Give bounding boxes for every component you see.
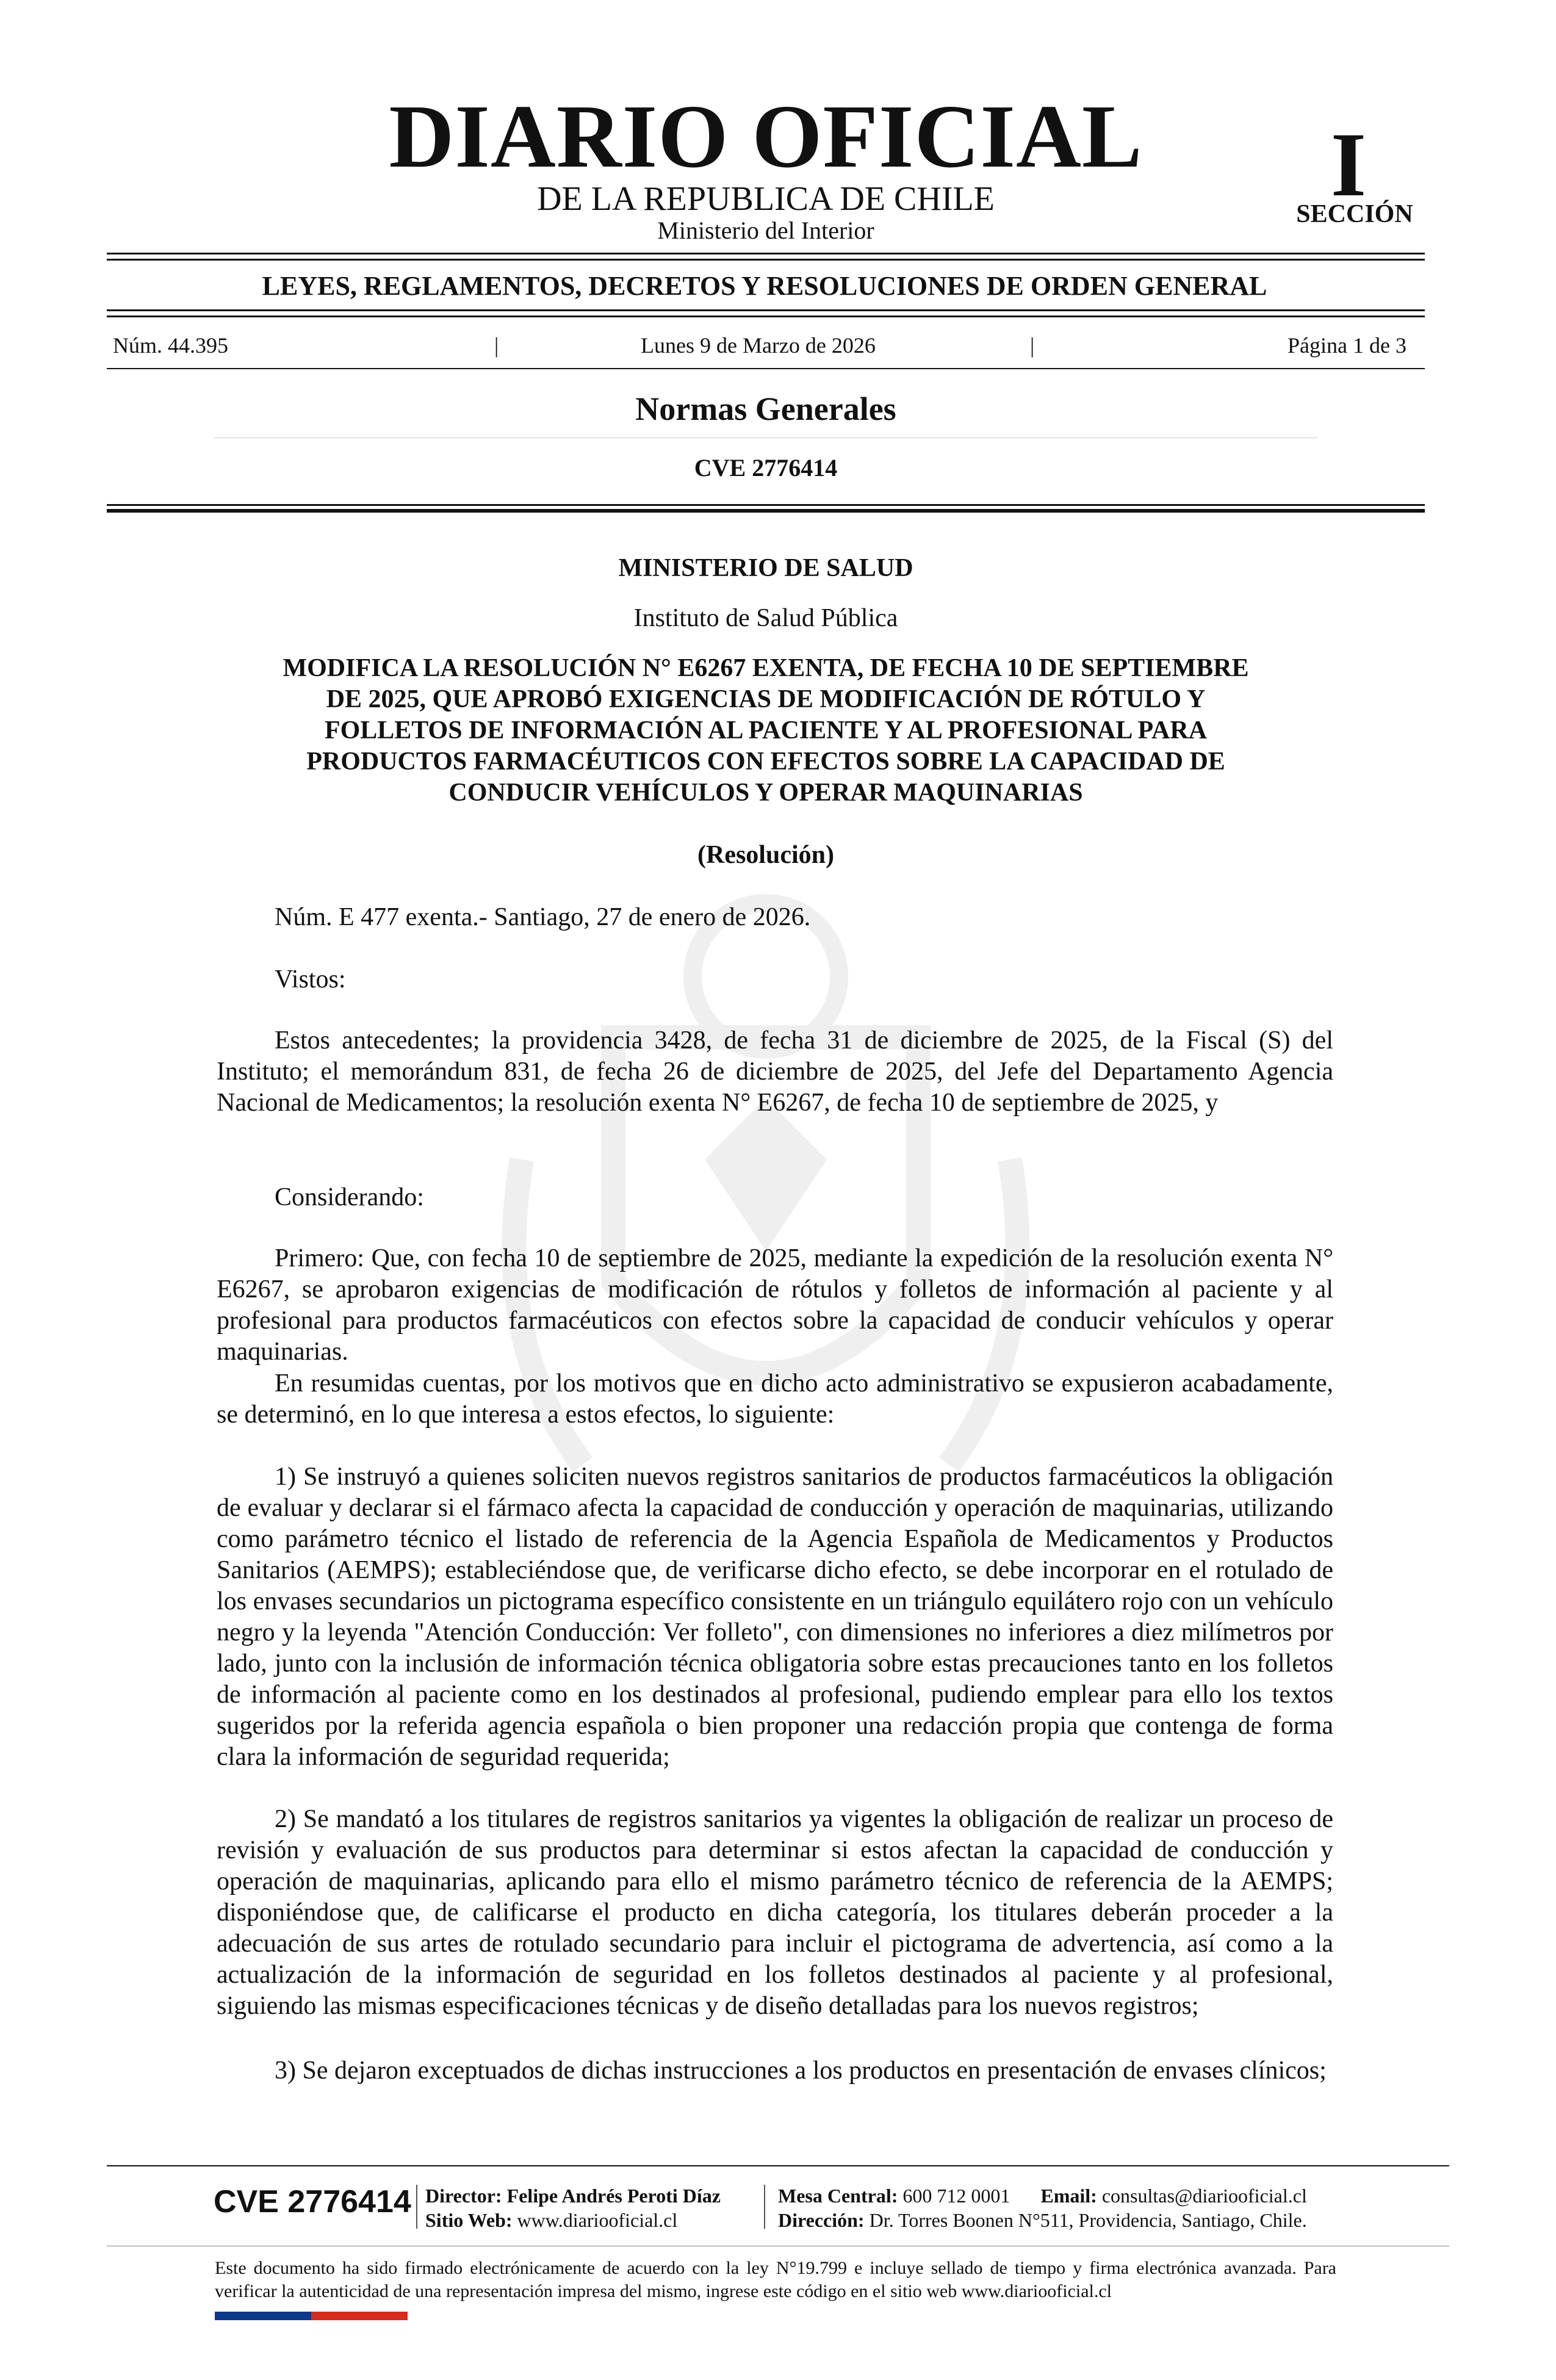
email-label: Email: (1040, 2185, 1097, 2207)
footer-director (425, 2183, 721, 2208)
footer-address (778, 2208, 1307, 2232)
flag-stripe-red (311, 2312, 408, 2320)
address-label: Dirección: (778, 2209, 865, 2231)
resumen-paragraph: En resumidas cuentas, por los motivos que en dicho acto administrativo se expusieron acabadamente, se determinó, en lo que interesa a estos efectos, lo siguiente: (217, 1369, 1333, 1429)
divider (107, 259, 1425, 261)
footer-divider (107, 2165, 1449, 2166)
divider (107, 309, 1425, 311)
item-2-paragraph: 2) Se mandató a los titulares de registros sanitarios ya vigentes la obligación de realizar un proceso de revisión y evaluación de sus productos para determinar si estos afectan la capacidad de conducción y operación de maquinarias, aplicando para ello el mismo parámetro técnico de referencia de la AEMPS; disponiéndose que, de calificarse el producto en dicha categoría, los titulares deberán proceder a la adecuación de sus artes de rotulado secundario para incluir el pictograma de advertencia, así como a la actualización de la información de seguridad en los folletos destinados al paciente y al profesional, siguiendo las mismas especificaciones técnicas y de diseño detalladas para los nuevos registros; (217, 1805, 1333, 2020)
website-label: Sitio Web: (425, 2209, 513, 2231)
laws-heading: LEYES, REGLAMENTOS, DECRETOS Y RESOLUCIONES DE ORDEN GENERAL (262, 271, 1267, 301)
item-3-paragraph: 3) Se dejaron exceptuados de dichas instrucciones a los productos en presentación de envases clínicos; (275, 2057, 1327, 2085)
resolution-title (217, 653, 1315, 809)
resolution-type-label: (Resolución) (697, 841, 834, 869)
phone-value: 600 712 0001 (902, 2185, 1010, 2207)
footer-cve-code: CVE 2776414 (214, 2184, 411, 2220)
section-label: SECCIÓN (1296, 200, 1413, 228)
resolution-title-line: CONDUCIR VEHÍCULOS Y OPERAR MAQUINARIAS (448, 779, 1083, 807)
divider (107, 253, 1425, 254)
ministry-heading: MINISTERIO DE SALUD (618, 554, 913, 582)
director-label: Director: (425, 2185, 502, 2207)
director-name: Felipe Andrés Peroti Díaz (506, 2185, 721, 2207)
info-separator: | (494, 333, 499, 358)
section-heading: Normas Generales (635, 391, 896, 427)
footer-vertical-divider (416, 2185, 417, 2229)
page-indicator: Página 1 de 3 (1288, 333, 1407, 358)
primero-paragraph: Primero: Que, con fecha 10 de septiembre de 2025, mediante la expedición de la resolución exenta N° E6267, se aprobaron exigencias de modificación de rótulos y folletos de información al paciente y al profesional para productos farmacéuticos con efectos sobre la capacidad de conducir vehículos y operar maquinarias. (217, 1244, 1333, 1366)
address-value: Dr. Torres Boonen N°511, Providencia, Santiago, Chile. (869, 2209, 1307, 2231)
vistos-paragraph: Estos antecedentes; la providencia 3428, de fecha 31 de diciembre de 2025, de la Fiscal (S) del Instituto; el memorándum 831, de fecha 26 de diciembre de 2025, del Jefe del Departamento Agencia Nacional de Medicamentos; la resolución exenta N° E6267, de fecha 10 de septiembre de 2025, y (217, 1026, 1333, 1117)
divider (107, 368, 1425, 369)
resolution-title-line: MODIFICA LA RESOLUCIÓN N° E6267 EXENTA, DE FECHA 10 DE SEPTIEMBRE (283, 654, 1249, 682)
phone-label: Mesa Central: (778, 2185, 898, 2207)
cve-code: CVE 2776414 (694, 454, 838, 481)
divider (107, 504, 1425, 506)
footer-contact (778, 2183, 1307, 2208)
considerando-label: Considerando: (275, 1183, 424, 1211)
item-1-paragraph: 1) Se instruyó a quienes soliciten nuevos registros sanitarios de productos farmacéuticos la obligación de evaluar y declarar si el fármaco afecta la capacidad de conducción y operación de maquinarias, utilizando como parámetro técnico el listado de referencia de la Agencia Española de Medicamentos y Productos Sanitarios (AEMPS); estableciéndose que, de verificarse dicho efecto, se debe incorporar en el rotulado de los envases secundarios un pictograma específico consistente en un triángulo equilátero rojo con un vehículo negro y la leyenda "Atención Conducción: Ver folleto", con dimensiones no inferiores a diez milímetros por lado, junto con la inclusión de información técnica obligatoria sobre estas precauciones tanto en los folletos de información al paciente como en los destinados al profesional, pudiendo emplear para ello los textos sugeridos por la referida agencia española o bien proponer una redacción propia que contenga de forma clara la información de seguridad requerida; (217, 1463, 1333, 1771)
info-separator: | (1030, 333, 1035, 358)
website-link[interactable]: www.diariooficial.cl (517, 2209, 678, 2231)
divider (107, 509, 1425, 513)
footer-vertical-divider (764, 2185, 765, 2229)
vistos-label: Vistos: (275, 965, 346, 993)
email-link[interactable]: consultas@diariooficial.cl (1101, 2185, 1307, 2207)
masthead-title: DIARIO OFICIAL (389, 87, 1143, 187)
masthead-ministry: Ministerio del Interior (657, 217, 874, 244)
resolution-title-line: FOLLETOS DE INFORMACIÓN AL PACIENTE Y AL PROFESIONAL PARA (324, 716, 1208, 745)
footer-website (425, 2208, 677, 2232)
resolution-number-line: Núm. E 477 exenta.- Santiago, 27 de enero de 2026. (275, 903, 811, 931)
issue-date: Lunes 9 de Marzo de 2026 (641, 333, 876, 358)
masthead-subtitle: DE LA REPUBLICA DE CHILE (537, 180, 995, 218)
legal-notice: Este documento ha sido firmado electrónicamente de acuerdo con la ley N°19.799 e incluye sellado de tiempo y firma electrónica avanzada. Para verificar la autenticidad de una representación impresa del mismo, ingrese este código en el sitio web www.diariooficial.cl (215, 2258, 1336, 2301)
divider (107, 316, 1425, 317)
section-number: I (1330, 114, 1367, 215)
issue-number: Núm. 44.395 (113, 333, 228, 358)
institute-heading: Instituto de Salud Pública (633, 604, 898, 632)
flag-stripe-blue (215, 2312, 311, 2320)
resolution-title-line: PRODUCTOS FARMACÉUTICOS CON EFECTOS SOBRE LA CAPACIDAD DE (306, 748, 1225, 776)
resolution-title-line: DE 2025, QUE APROBÓ EXIGENCIAS DE MODIFICACIÓN DE RÓTULO Y (326, 685, 1206, 713)
